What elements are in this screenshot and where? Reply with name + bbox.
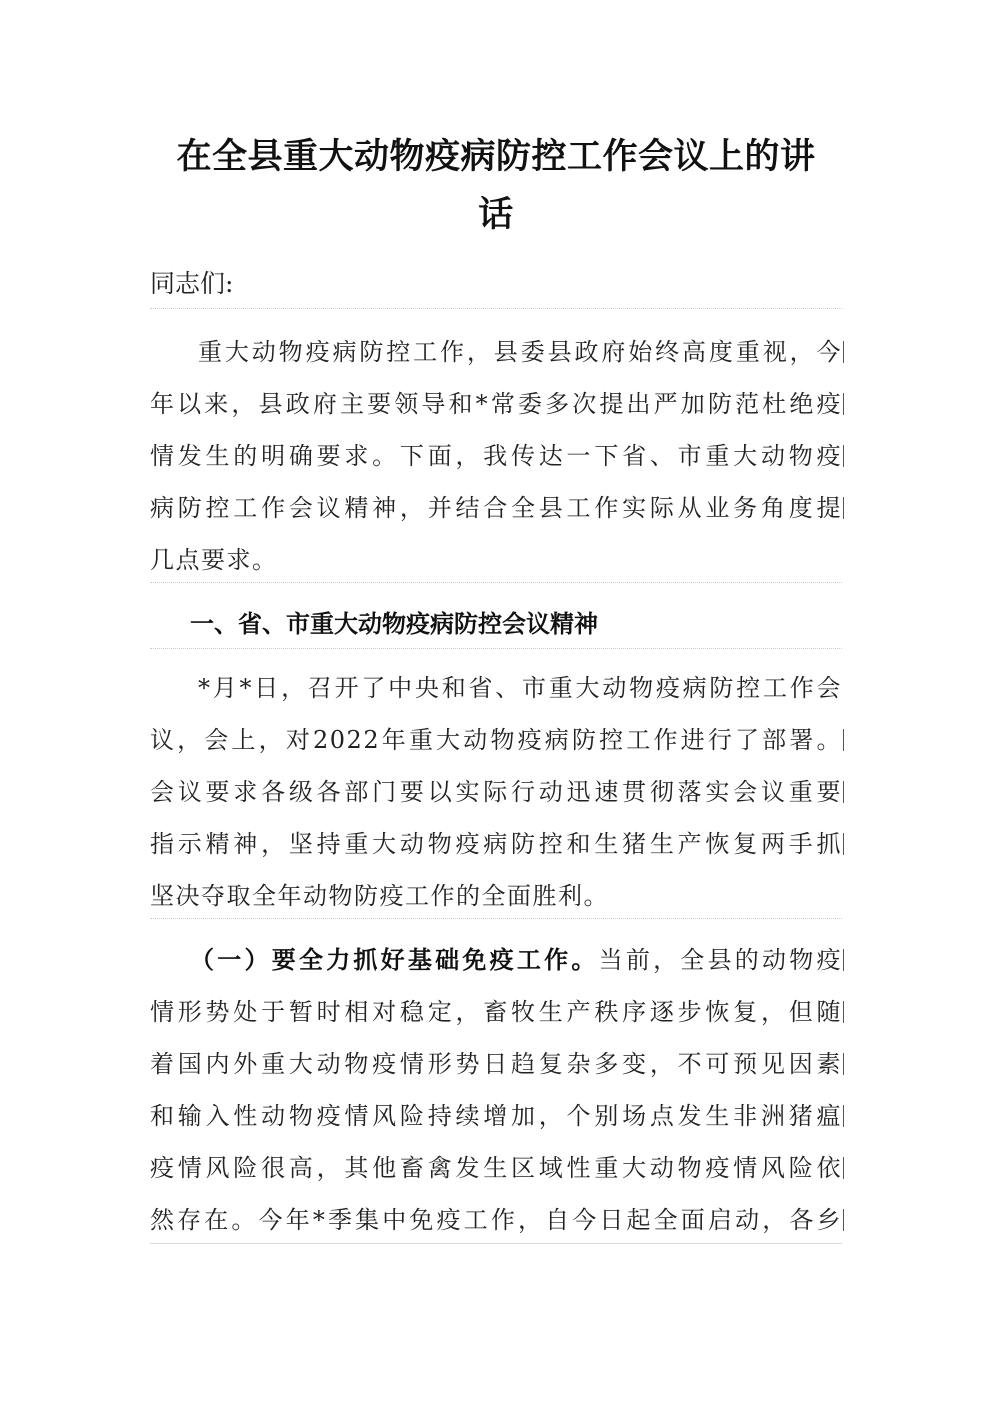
paragraph-line: 会议要求各级各部门要以实际行动迅速贯彻落实会议重要 — [150, 778, 842, 806]
line-end-mark — [843, 1001, 844, 1023]
line-end-mark — [843, 497, 844, 519]
line-end-mark — [843, 833, 844, 855]
section-heading-block — [150, 598, 842, 650]
paragraph-line: 议，会上，对2022年重大动物疫病防控工作进行了部署。 — [150, 726, 842, 754]
paragraph-line: 情发生的明确要求。下面，我传达一下省、市重大动物疫 — [150, 442, 842, 470]
dotted-separator — [150, 308, 842, 309]
paragraph-line: 情形势处于暂时相对稳定，畜牧生产秩序逐步恢复，但随 — [150, 998, 842, 1026]
paragraph-line: *月*日，召开了中央和省、市重大动物疫病防控工作会 — [198, 674, 842, 702]
paragraph-line: 和输入性动物疫情风险持续增加，个别场点发生非洲猪瘟 — [150, 1102, 842, 1130]
salutation: 同志们: — [150, 269, 234, 298]
paragraph-line: 然存在。今年*季集中免疫工作，自今日起全面启动，各乡 — [150, 1206, 842, 1234]
dotted-separator — [150, 648, 842, 649]
paragraph-line: 疫情风险很高，其他畜禽发生区域性重大动物疫情风险依 — [150, 1154, 842, 1182]
paragraph-line: 重大动物疫病防控工作，县委县政府始终高度重视，今 — [198, 338, 842, 366]
paragraph-line: 指示精神，坚持重大动物疫病防控和生猪生产恢复两手抓 — [150, 830, 842, 858]
document-title-line-2: 话 — [478, 194, 514, 235]
intro-paragraph — [150, 326, 842, 586]
line-end-mark — [843, 1053, 844, 1075]
line-end-mark — [843, 781, 844, 803]
section-heading: 一、省、市重大动物疫病防控会议精神 — [190, 610, 598, 638]
line-end-mark — [843, 1105, 844, 1127]
line-end-mark — [843, 393, 844, 415]
paragraph-line: 几点要求。 — [150, 546, 278, 574]
line-end-mark — [843, 445, 844, 467]
subsection-first-line-text: 当前，全县的动物疫 — [598, 946, 842, 974]
paragraph-line — [150, 934, 842, 986]
document-title-line-1: 在全县重大动物疫病防控工作会议上的讲 — [176, 136, 816, 177]
line-end-mark — [843, 729, 844, 751]
paragraph-line: 坚决夺取全年动物防疫工作的全面胜利。 — [150, 882, 609, 910]
paragraph-line: 着国内外重大动物疫情形势日趋复杂多变，不可预见因素 — [150, 1050, 842, 1078]
subsection-heading: （一）要全力抓好基础免疫工作。 — [190, 946, 599, 974]
paragraph-line: 年以来，县政府主要领导和*常委多次提出严加防范杜绝疫 — [150, 390, 842, 418]
line-end-mark — [843, 949, 844, 971]
document-title — [150, 128, 842, 244]
dotted-separator — [150, 582, 842, 583]
line-end-mark — [843, 341, 844, 363]
paragraph-line: 病防控工作会议精神，并结合全县工作实际从业务角度提 — [150, 494, 842, 522]
subsection1-paragraph — [150, 934, 842, 1246]
page-bottom-rule — [150, 1243, 842, 1244]
line-end-mark — [843, 1157, 844, 1179]
section1-paragraph — [150, 662, 842, 922]
dotted-separator — [150, 918, 842, 919]
line-end-mark — [843, 1209, 844, 1231]
